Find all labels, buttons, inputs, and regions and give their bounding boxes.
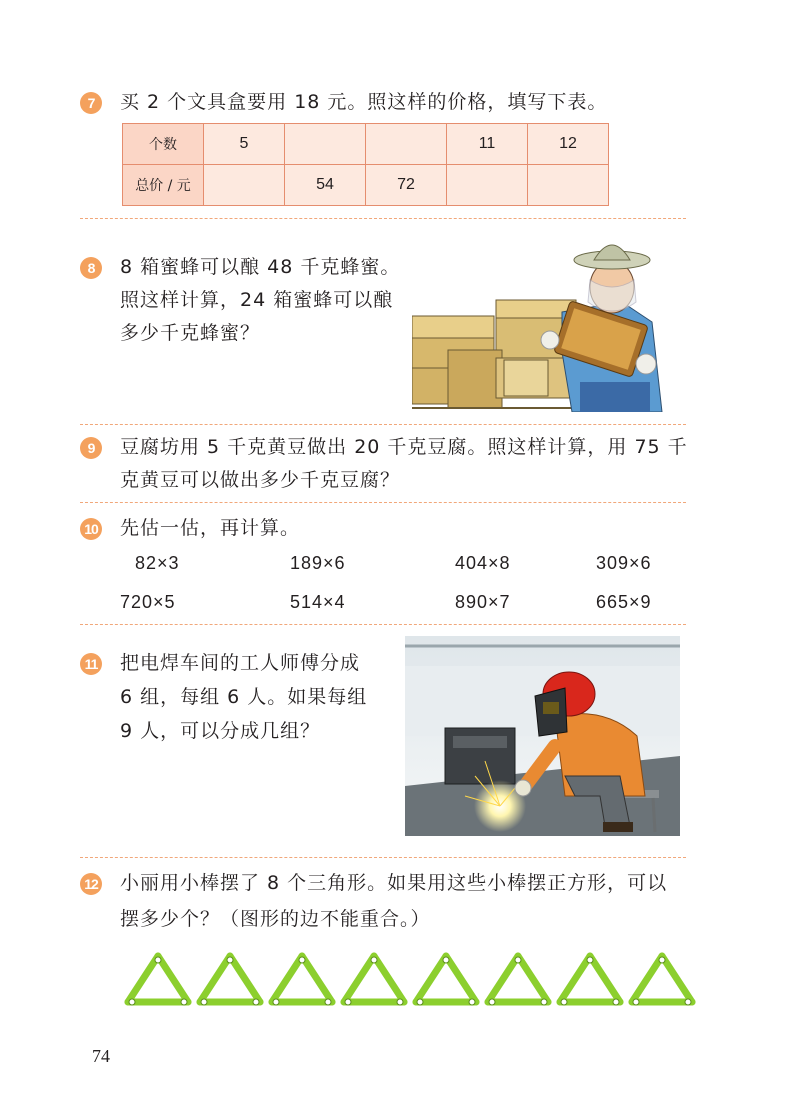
table-cell: 54 xyxy=(285,165,366,206)
stick-joint xyxy=(253,999,259,1005)
stick xyxy=(158,956,188,1002)
stick-joint xyxy=(659,957,665,963)
price-table xyxy=(122,123,609,206)
stick-triangle xyxy=(200,956,260,1005)
page-number: 74 xyxy=(92,1046,110,1066)
table-header-count: 个数 xyxy=(123,124,204,165)
table-cell: 5 xyxy=(204,124,285,165)
table-header-total: 总价 / 元 xyxy=(123,165,204,206)
q7-text: 买 2 个文具盒要用 18 元。照这样的价格，填写下表。 xyxy=(120,91,608,113)
stick-joint xyxy=(155,957,161,963)
question-number-badge: 12 xyxy=(80,873,102,895)
question-number-badge: 11 xyxy=(80,653,102,675)
table-cell xyxy=(447,165,528,206)
stick-joint xyxy=(181,999,187,1005)
q8-line: 照这样计算，24 箱蜜蜂可以酿 xyxy=(120,289,394,311)
table-cell xyxy=(366,124,447,165)
stick-joint xyxy=(299,957,305,963)
calc-item: 82×3 xyxy=(135,553,180,573)
stick xyxy=(128,956,158,1002)
stick-joint xyxy=(587,957,593,963)
table-cell: 12 xyxy=(528,124,609,165)
stick xyxy=(632,956,662,1002)
q8-line: 多少千克蜂蜜？ xyxy=(120,322,261,344)
calc-item: 720×5 xyxy=(120,592,176,612)
q12-line: 小丽用小棒摆了 8 个三角形。如果用这些小棒摆正方形，可以 xyxy=(120,872,668,894)
stick xyxy=(560,956,590,1002)
q11-line: 9 人，可以分成几组？ xyxy=(120,720,321,742)
question-number-badge: 9 xyxy=(80,437,102,459)
stick-joint xyxy=(515,957,521,963)
q9-line: 克黄豆可以做出多少千克豆腐？ xyxy=(120,469,401,491)
welder-illustration xyxy=(405,636,680,836)
calc-item: 514×4 xyxy=(290,592,346,612)
section-divider xyxy=(80,857,686,858)
calc-item: 665×9 xyxy=(596,592,652,612)
stick-triangle xyxy=(344,956,404,1005)
stick-joint xyxy=(417,999,423,1005)
section-divider xyxy=(80,502,686,503)
stick-joint xyxy=(561,999,567,1005)
stick xyxy=(416,956,446,1002)
q8-line: 8 箱蜜蜂可以酿 48 千克蜂蜜。 xyxy=(120,256,401,278)
q10-text: 先估一估，再计算。 xyxy=(120,517,301,539)
stick-joint xyxy=(325,999,331,1005)
q11-line: 6 组，每组 6 人。如果每组 xyxy=(120,686,368,708)
question-number-badge: 10 xyxy=(80,518,102,540)
stick-joint xyxy=(371,957,377,963)
stick-triangle xyxy=(416,956,476,1005)
stick-joint xyxy=(397,999,403,1005)
stick-joint xyxy=(129,999,135,1005)
stick-triangle xyxy=(272,956,332,1005)
stick-triangle xyxy=(560,956,620,1005)
table-row xyxy=(123,165,609,206)
stick xyxy=(200,956,230,1002)
beekeeper-illustration xyxy=(412,232,674,412)
stick-joint xyxy=(443,957,449,963)
stick-triangle xyxy=(632,956,692,1005)
table-cell xyxy=(204,165,285,206)
table-row xyxy=(123,124,609,165)
section-divider xyxy=(80,624,686,625)
calc-item: 404×8 xyxy=(455,553,511,573)
calc-item: 309×6 xyxy=(596,553,652,573)
stick xyxy=(374,956,404,1002)
stick xyxy=(662,956,692,1002)
calc-item: 189×6 xyxy=(290,553,346,573)
stick xyxy=(488,956,518,1002)
stick xyxy=(272,956,302,1002)
stick-joint xyxy=(201,999,207,1005)
stick xyxy=(344,956,374,1002)
stick-joint xyxy=(469,999,475,1005)
table-cell xyxy=(285,124,366,165)
stick-joint xyxy=(273,999,279,1005)
q9-line: 豆腐坊用 5 千克黄豆做出 20 千克豆腐。照这样计算，用 75 千 xyxy=(120,436,688,458)
q11-line: 把电焊车间的工人师傅分成 xyxy=(120,652,361,674)
question-number-badge: 7 xyxy=(80,92,102,114)
section-divider xyxy=(80,424,686,425)
section-divider xyxy=(80,218,686,219)
stick-joint xyxy=(633,999,639,1005)
stick-joint xyxy=(345,999,351,1005)
stick xyxy=(302,956,332,1002)
stick-triangle xyxy=(488,956,548,1005)
stick xyxy=(230,956,260,1002)
stick xyxy=(446,956,476,1002)
stick-joint xyxy=(685,999,691,1005)
table-cell: 72 xyxy=(366,165,447,206)
stick-joint xyxy=(227,957,233,963)
stick xyxy=(518,956,548,1002)
stick-joint xyxy=(541,999,547,1005)
stick xyxy=(590,956,620,1002)
table-cell: 11 xyxy=(447,124,528,165)
triangles-row xyxy=(120,952,700,1008)
calc-item: 890×7 xyxy=(455,592,511,612)
stick-joint xyxy=(489,999,495,1005)
stick-triangle xyxy=(128,956,188,1005)
table-cell xyxy=(528,165,609,206)
q12-line: 摆多少个？（图形的边不能重合。） xyxy=(120,908,431,930)
question-number-badge: 8 xyxy=(80,257,102,279)
stick-joint xyxy=(613,999,619,1005)
